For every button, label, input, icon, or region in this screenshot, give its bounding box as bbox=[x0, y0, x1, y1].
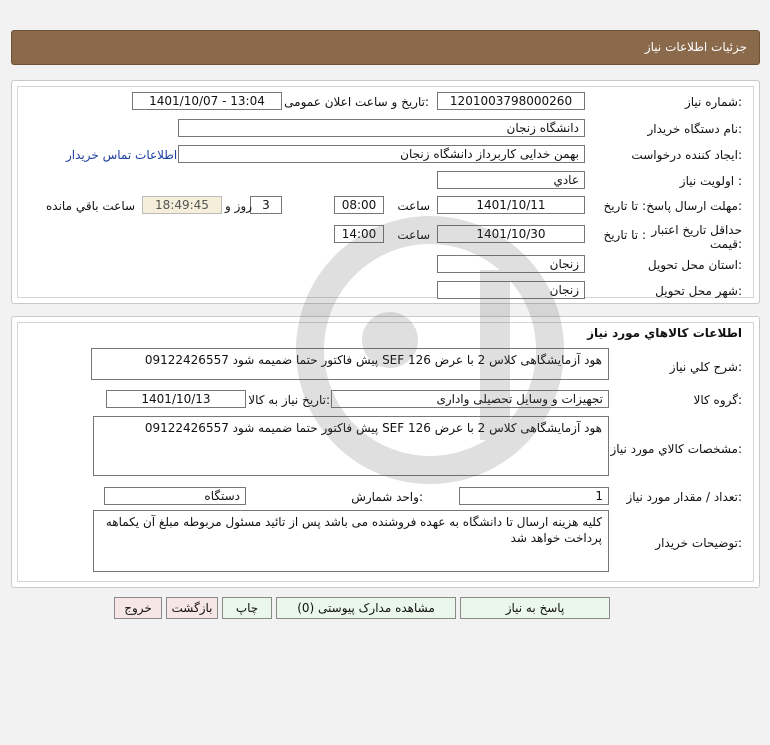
print-button[interactable]: چاپ bbox=[222, 597, 272, 619]
summary-label: شرح کلي نياز: bbox=[669, 360, 742, 374]
remaining-time-field: 18:49:45 bbox=[142, 196, 222, 214]
unit-field: دستگاه bbox=[104, 487, 246, 505]
group-field: تجهیزات و وسایل تحصیلی واداری bbox=[331, 390, 609, 408]
days-field: 3 bbox=[250, 196, 282, 214]
priority-field: عادي bbox=[437, 171, 585, 189]
summary-field: هود آزمایشگاهی کلاس 2 با عرض 126 SEF پیش فاکتور حتما ضمیمه شود 09122426557 bbox=[91, 348, 609, 380]
validity-to-date-label: تا تاریخ : bbox=[603, 228, 646, 242]
buyer-notes-label: توضیحات خریدار: bbox=[655, 536, 742, 550]
reply-time-label: ساعت bbox=[397, 199, 430, 213]
validity-date-field: 1401/10/30 bbox=[437, 225, 585, 243]
buyer-notes-field: کلیه هزینه ارسال تا دانشگاه به عهده فروشنده می باشد پس از تائید مسئول مربوطه مبلغ آن یکماهه پرداخت خواهد شد bbox=[93, 510, 609, 572]
announce-field: 1401/10/07 - 13:04 bbox=[132, 92, 282, 110]
buyer-org-label: نام دستگاه خریدار: bbox=[647, 122, 742, 136]
qty-label: تعداد / مقدار مورد نیاز: bbox=[626, 490, 742, 504]
need-date-label: تاریخ نیاز به کالا: bbox=[248, 393, 330, 407]
announce-label: تاریخ و ساعت اعلان عمومی: bbox=[284, 95, 429, 109]
province-label: استان محل تحویل: bbox=[647, 258, 742, 272]
requester-field: بهمن خدایی کاربرداز دانشگاه زنجان bbox=[178, 145, 585, 163]
validity-label-line2: قیمت: bbox=[709, 237, 742, 251]
unit-label: واحد شمارش: bbox=[351, 490, 423, 504]
view-attachments-button[interactable]: مشاهده مدارک پیوستی (0) bbox=[276, 597, 456, 619]
priority-label: اولویت نیاز : bbox=[679, 174, 742, 188]
reply-to-date-label: تا تاریخ : bbox=[603, 199, 646, 213]
city-field: زنجان bbox=[437, 281, 585, 299]
contact-buyer-link[interactable]: اطلاعات تماس خریدار bbox=[66, 148, 178, 162]
days-label: روز و bbox=[225, 199, 252, 213]
buyer-org-field: دانشگاه زنجان bbox=[178, 119, 585, 137]
need-details-inner bbox=[17, 86, 754, 298]
province-field: زنجان bbox=[437, 255, 585, 273]
need-number-field: 1201003798000260 bbox=[437, 92, 585, 110]
validity-label-line1: حداقل تاریخ اعتبار bbox=[651, 223, 742, 237]
reply-deadline-label: مهلت ارسال پاسخ: bbox=[646, 199, 742, 213]
validity-time-label: ساعت bbox=[397, 228, 430, 242]
exit-button[interactable]: خروج bbox=[114, 597, 162, 619]
page-header bbox=[11, 30, 760, 65]
reply-time-field: 08:00 bbox=[334, 196, 384, 214]
back-button[interactable]: بازگشت bbox=[166, 597, 218, 619]
page-title: جزئیات اطلاعات نیاز bbox=[644, 40, 747, 54]
validity-time-field: 14:00 bbox=[334, 225, 384, 243]
reply-date-field: 1401/10/11 bbox=[437, 196, 585, 214]
remaining-label: ساعت باقي مانده bbox=[46, 199, 136, 213]
requester-label: ایجاد کننده درخواست: bbox=[631, 148, 742, 162]
specs-label: مشخصات کالاي مورد نياز: bbox=[610, 442, 742, 456]
specs-field: هود آزمایشگاهی کلاس 2 با عرض 126 SEF پیش فاکتور حتما ضمیمه شود 09122426557 bbox=[93, 416, 609, 476]
goods-section-title: اطلاعات کالاهاي مورد نياز bbox=[587, 326, 742, 340]
need-date-field: 1401/10/13 bbox=[106, 390, 246, 408]
group-label: گروه کالا: bbox=[693, 393, 742, 407]
reply-to-need-button[interactable]: پاسخ به نیاز bbox=[460, 597, 610, 619]
city-label: شهر محل تحویل: bbox=[655, 284, 742, 298]
need-number-label: شماره نیاز: bbox=[684, 95, 742, 109]
qty-field: 1 bbox=[459, 487, 609, 505]
